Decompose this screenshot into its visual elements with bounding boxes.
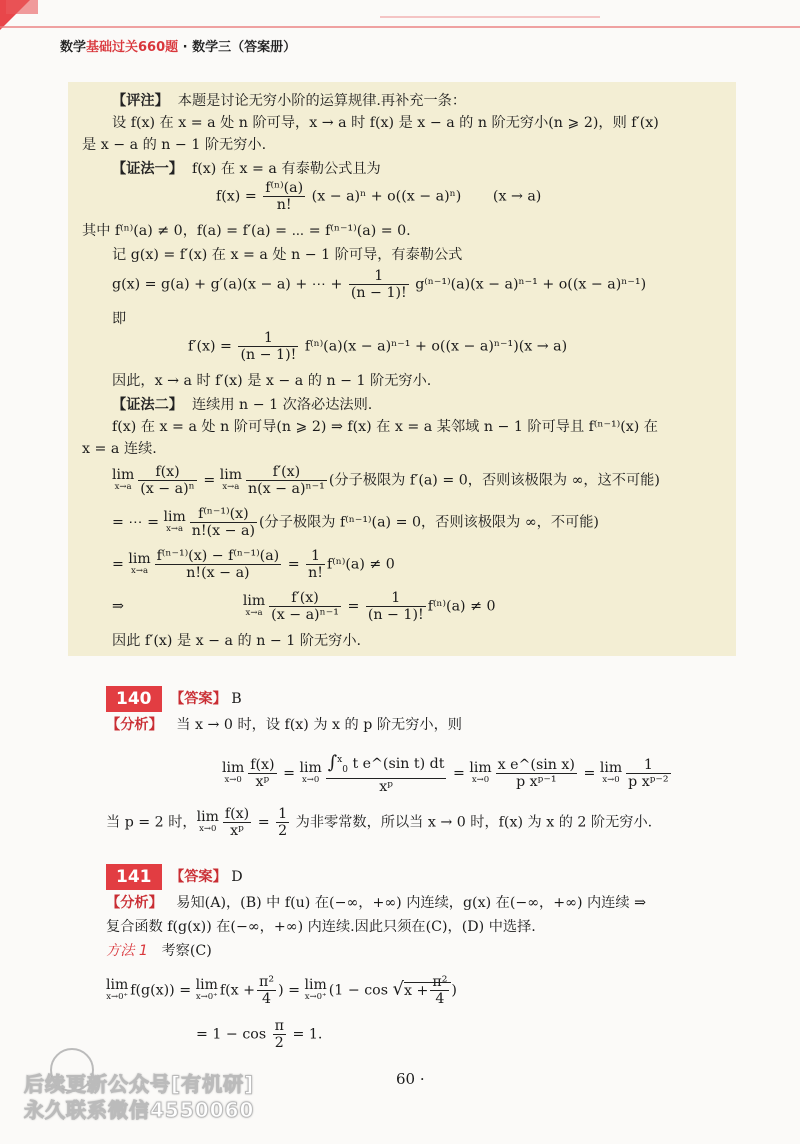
header-rule [0,26,800,28]
question-number-141: 141 [106,864,162,890]
equation-taylor-f: f(x) = $\frac{\text{f⁽ⁿ⁾(a)}}{n!}$ (x − a)ⁿ + o((x − a)ⁿ) (x → a) [216,180,542,213]
equation-141-result: = 1 − cos $\frac{\pi}{2}$ = 1. [196,1018,323,1051]
method-one-heading: 方法 1 考察(C) [106,943,212,959]
proof-two-heading: 【证法二】 连续用 n − 1 次洛必达法则. [112,397,373,413]
remark-line-7: 因此，x → a 时 f′(x) 是 x − a 的 n − 1 阶无穷小. [112,373,432,389]
remark-line-4: 其中 f⁽ⁿ⁾(a) ≠ 0，f(a) = f′(a) = ⋯ = f⁽ⁿ⁻¹⁾(a) = 0. [82,223,411,239]
remark-line-2: 设 f(x) 在 x = a 处 n 阶可导，x → a 时 f(x) 是 x − a 的 n 阶无穷小(n ⩾ 2)，则 f′(x) [112,115,659,131]
equation-conclusion: ⇒ lim x→a $\frac{f'(x)}{\text{(x − a)ⁿ⁻¹}}$ = $\frac{1}{(n - 1)!}$ f⁽ⁿ⁾(a) ≠ 0 [112,590,496,623]
watermark-line-2: 永久联系微信4550060 [24,1098,255,1122]
header-accent-line [380,16,600,18]
remark-line-5: 记 g(x) = f′(x) 在 x = a 处 n − 1 阶可导，有泰勒公式 [112,247,463,263]
equation-lhopital-1: lim x→a $\frac{f(x)}{\text{(x − a)ⁿ}}$ = lim x→a $\frac{f'(x)}{\text{n(x − a)ⁿ⁻¹}}$ (分子极限为 f′(a) = 0，否则该极限为 ∞，这不可能) [112,464,660,497]
remark-line-6: 即 [112,311,127,327]
remark-line-3: 是 x − a 的 n − 1 阶无穷小. [82,137,267,153]
remark-line-8: f(x) 在 x = a 处 n 阶可导(n ⩾ 2) ⇒ f(x) 在 x = a 某邻域 n − 1 阶可导且 f⁽ⁿ⁻¹⁾(x) 在 [112,419,658,435]
equation-140: lim x→0 $\frac{f(x)}{\text{xᵖ}}$ = lim x→0 $\frac{\int^x_0 t e\^{}(\sin t) dt}{\text{xᵖ}}$ = lim x→0 $\frac{\text{x e\textasciicircum{}(sin x)}}{\text{p xᵖ⁻¹}}$ = lim x→0 $\frac{1}{\text{p xᵖ⁻²}}$ [222,752,669,795]
remark-line-10: 因此 f′(x) 是 x − a 的 n − 1 阶无穷小. [112,633,362,649]
proof-one-heading: 【证法一】 f(x) 在 x = a 有泰勒公式且为 [112,161,381,177]
answer-141: 【答案】 D [170,869,243,885]
watermark-line-1: 后续更新公众号[有机研] [24,1072,255,1096]
equation-141: lim x→0⁺ f(g(x)) = lim x→0⁺ f(x + $\frac{\text{π²}}{4}$ ) = lim x→0⁺ (1 − cos √x + $\frac{\text{π²}}{4}$ ) [106,974,457,1007]
equation-taylor-g: g(x) = g(a) + g′(a)(x − a) + ⋯ + $\frac{1}{(n - 1)!}$ g⁽ⁿ⁻¹⁾(a)(x − a)ⁿ⁻¹ + o((x − a)ⁿ⁻¹) [112,268,647,301]
page-number: 60 · [396,1070,425,1088]
equation-lhopital-3: = lim x→a $\frac{\text{f⁽ⁿ⁻¹⁾(x) − f⁽ⁿ⁻¹⁾(a)}}{n!(x - a)}$ = $\frac{1}{n!}$ f⁽ⁿ⁾(a) ≠ 0 [112,548,395,581]
question-number-140: 140 [106,686,162,712]
equation-f-prime: f′(x) = $\frac{1}{(n - 1)!}$ f⁽ⁿ⁾(a)(x − a)ⁿ⁻¹ + o((x − a)ⁿ⁻¹)(x → a) [188,330,568,363]
book-title: 数学基础过关660题 · 数学三（答案册） [60,40,297,55]
corner-decoration-tab [6,0,38,14]
remark-intro: 【评注】 本题是讨论无穷小阶的运算规律.再补充一条： [112,93,467,109]
conclusion-140: 当 p = 2 时， lim x→0 $\frac{f(x)}{\text{xᵖ}}$ = $\frac{1}{2}$ 为非零常数，所以当 x → 0 时，f(x) 为 x 的 2 阶无穷小. [106,806,653,839]
analysis-141: 【分析】 易知(A)，(B) 中 f(u) 在(−∞，+∞) 内连续，g(x) 在(−∞，+∞) 内连续 ⇒ [106,895,646,911]
remark-line-9: x = a 连续. [82,441,157,457]
equation-lhopital-2: = ⋯ = lim x→a $\frac{\text{f⁽ⁿ⁻¹⁾(x)}}{n!(x - a)}$ (分子极限为 f⁽ⁿ⁻¹⁾(a) = 0，否则该极限为 ∞，不可能) [112,506,599,539]
analysis-140: 【分析】 当 x → 0 时，设 f(x) 为 x 的 p 阶无穷小，则 [106,717,462,733]
answer-140: 【答案】 B [170,691,242,707]
analysis-141-line-2: 复合函数 f(g(x)) 在(−∞，+∞) 内连续.因此只须在(C)，(D) 中选择. [106,919,536,935]
